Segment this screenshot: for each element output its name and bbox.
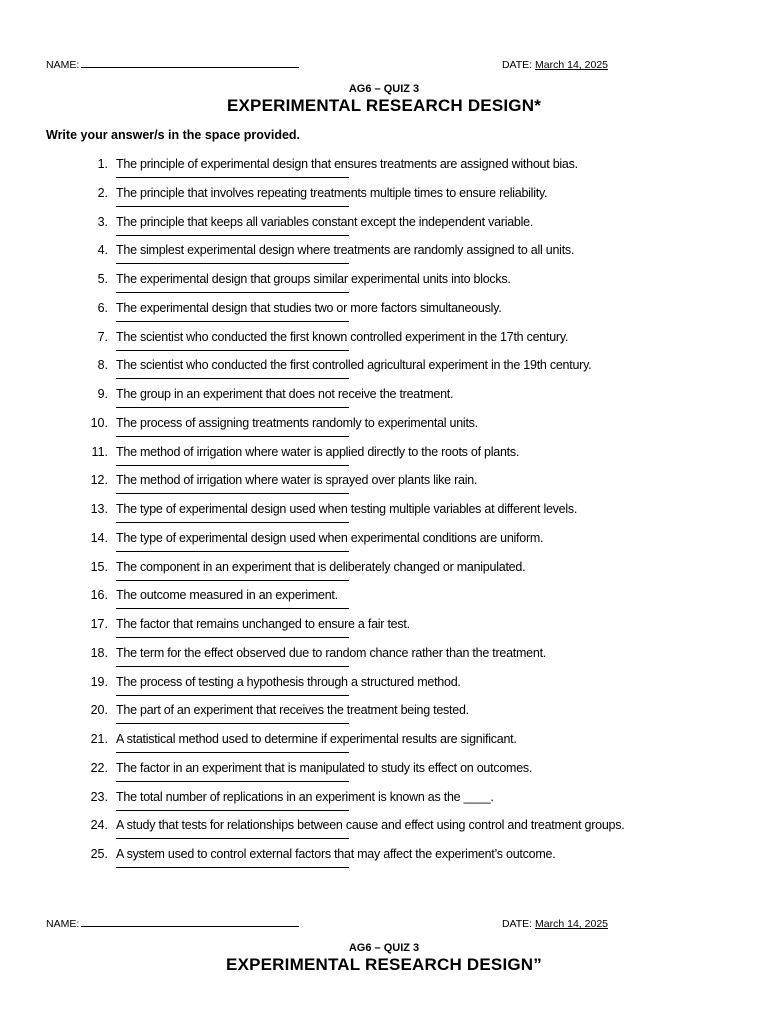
- question-text: The part of an experiment that receives the treatment being tested.: [116, 703, 469, 718]
- date-label: DATE:: [501, 59, 533, 71]
- question-text: The method of irrigation where water is applied directly to the roots of plants.: [116, 444, 520, 459]
- name-blank-line[interactable]: [81, 918, 299, 927]
- question-text: A system used to control external factors that may affect the experiment’s outcome.: [116, 847, 556, 861]
- question-item: [0, 330, 768, 359]
- answer-blank-line[interactable]: [116, 752, 349, 753]
- answer-blank-line[interactable]: [116, 465, 349, 466]
- question-item: [0, 761, 768, 790]
- question-text: The principle of experimental design that ensures treatments are assigned without bias.: [116, 157, 578, 171]
- answer-blank-line[interactable]: [116, 263, 349, 264]
- question-text: The term for the effect observed due to random chance rather than the treatment.: [116, 645, 547, 660]
- question-text: The process of testing a hypothesis through a structured method.: [116, 674, 461, 689]
- answer-blank-line[interactable]: [116, 867, 349, 868]
- question-item: [0, 732, 768, 761]
- question-number: 25.: [90, 847, 108, 861]
- answer-blank-line[interactable]: [116, 608, 349, 609]
- name-field-page-2: [46, 918, 299, 930]
- name-label: NAME:: [46, 59, 80, 71]
- question-item: [0, 588, 768, 617]
- question-text: The scientist who conducted the first known controlled experiment in the 17th century.: [116, 329, 569, 344]
- question-item: [0, 445, 768, 474]
- question-item: [0, 847, 768, 876]
- question-number: 8.: [97, 358, 108, 373]
- question-text: The component in an experiment that is deliberately changed or manipulated.: [116, 559, 526, 574]
- question-text: The factor in an experiment that is manipulated to study its effect on outcomes.: [116, 760, 533, 775]
- date-value: March 14, 2025: [535, 918, 608, 930]
- question-item: [0, 502, 768, 531]
- question-item: [0, 703, 768, 732]
- answer-blank-line[interactable]: [116, 810, 349, 811]
- answer-blank-line[interactable]: [116, 292, 349, 293]
- question-item: [0, 531, 768, 560]
- question-number: 5.: [97, 272, 108, 286]
- question-item: [0, 301, 768, 330]
- answer-blank-line[interactable]: [116, 580, 349, 581]
- question-text: The factor that remains unchanged to ensure a fair test.: [116, 617, 410, 631]
- answer-blank-line[interactable]: [116, 838, 349, 839]
- question-text: The type of experimental design used when testing multiple variables at different levels.: [116, 502, 578, 516]
- question-text: The experimental design that studies two or more factors simultaneously.: [116, 300, 502, 315]
- page-title-page-2: EXPERIMENTAL RESEARCH DESIGN”: [226, 955, 542, 974]
- date-field: [502, 59, 608, 71]
- answer-blank-line[interactable]: [116, 350, 349, 351]
- question-number: 17.: [90, 617, 108, 631]
- instructions: Write your answer/s in the space provided.: [46, 128, 301, 142]
- answer-blank-line[interactable]: [116, 637, 349, 638]
- question-text: The experimental design that groups similar experimental units into blocks.: [116, 272, 511, 286]
- question-text: A study that tests for relationships between cause and effect using control and treatment groups.: [116, 818, 625, 833]
- answer-blank-line[interactable]: [116, 407, 349, 408]
- question-item: [0, 646, 768, 675]
- date-label: DATE:: [501, 918, 533, 930]
- question-number: 12.: [90, 473, 108, 488]
- question-number: 14.: [90, 530, 108, 545]
- question-number: 1.: [97, 157, 108, 171]
- question-number: 13.: [90, 502, 108, 516]
- question-number: 9.: [97, 387, 108, 401]
- question-item: [0, 818, 768, 847]
- question-number: 22.: [90, 760, 108, 775]
- name-field: [46, 59, 299, 71]
- question-item: [0, 790, 768, 819]
- question-item: [0, 560, 768, 589]
- question-text: The simplest experimental design where treatments are randomly assigned to all units.: [116, 243, 575, 258]
- question-number: 19.: [90, 674, 108, 689]
- question-text: A statistical method used to determine if experimental results are significant.: [116, 732, 517, 746]
- name-blank-line[interactable]: [81, 59, 299, 68]
- question-text: The principle that keeps all variables constant except the independent variable.: [116, 214, 534, 229]
- answer-blank-line[interactable]: [116, 206, 349, 207]
- question-number: 18.: [90, 645, 108, 660]
- question-text: The principle that involves repeating treatments multiple times to ensure reliability.: [116, 185, 548, 200]
- question-text: The method of irrigation where water is sprayed over plants like rain.: [116, 473, 478, 488]
- question-text: The scientist who conducted the first controlled agricultural experiment in the 19th century.: [116, 358, 592, 373]
- header-row: [46, 59, 608, 73]
- answer-blank-line[interactable]: [116, 723, 349, 724]
- answer-blank-line[interactable]: [116, 177, 349, 178]
- question-number: 4.: [97, 243, 108, 258]
- date-field-page-2: [502, 918, 608, 930]
- answer-blank-line[interactable]: [116, 666, 349, 667]
- question-text: The type of experimental design used when experimental conditions are uniform.: [116, 530, 544, 545]
- question-number: 10.: [90, 415, 108, 430]
- answer-blank-line[interactable]: [116, 436, 349, 437]
- question-number: 6.: [97, 300, 108, 315]
- question-number: 23.: [90, 789, 108, 804]
- question-number: 3.: [97, 214, 108, 229]
- question-item: [0, 215, 768, 244]
- answer-blank-line[interactable]: [116, 781, 349, 782]
- question-number: 24.: [90, 818, 108, 833]
- question-item: [0, 617, 768, 646]
- question-item: [0, 416, 768, 445]
- date-value: March 14, 2025: [535, 59, 608, 71]
- answer-blank-line[interactable]: [116, 321, 349, 322]
- question-number: 2.: [97, 185, 108, 200]
- answer-blank-line[interactable]: [116, 235, 349, 236]
- question-text: The process of assigning treatments randomly to experimental units.: [116, 415, 478, 430]
- question-text: The total number of replications in an experiment is known as the ____.: [116, 789, 494, 804]
- question-item: [0, 243, 768, 272]
- question-item: [0, 358, 768, 387]
- question-number: 20.: [90, 703, 108, 718]
- answer-blank-line[interactable]: [116, 378, 349, 379]
- question-number: 16.: [90, 588, 108, 603]
- page-title: EXPERIMENTAL RESEARCH DESIGN*: [226, 96, 542, 115]
- answer-blank-line[interactable]: [116, 522, 349, 523]
- question-number: 15.: [90, 559, 108, 574]
- question-number: 11.: [91, 444, 108, 459]
- header-row-page-2: [46, 918, 608, 932]
- question-text: The group in an experiment that does not receive the treatment.: [116, 387, 454, 401]
- question-item: [0, 675, 768, 704]
- answer-blank-line[interactable]: [116, 493, 349, 494]
- answer-blank-line[interactable]: [116, 695, 349, 696]
- question-text: The outcome measured in an experiment.: [116, 588, 338, 603]
- answer-blank-line[interactable]: [116, 551, 349, 552]
- quiz-code: AG6 – QUIZ 3: [348, 83, 420, 95]
- question-number: 7.: [97, 329, 108, 344]
- question-item: [0, 186, 768, 215]
- question-item: [0, 272, 768, 301]
- question-item: [0, 473, 768, 502]
- name-label: NAME:: [46, 918, 80, 930]
- question-item: [0, 387, 768, 416]
- question-item: [0, 157, 768, 186]
- quiz-code-page-2: AG6 – QUIZ 3: [348, 942, 420, 954]
- question-number: 21.: [90, 732, 108, 746]
